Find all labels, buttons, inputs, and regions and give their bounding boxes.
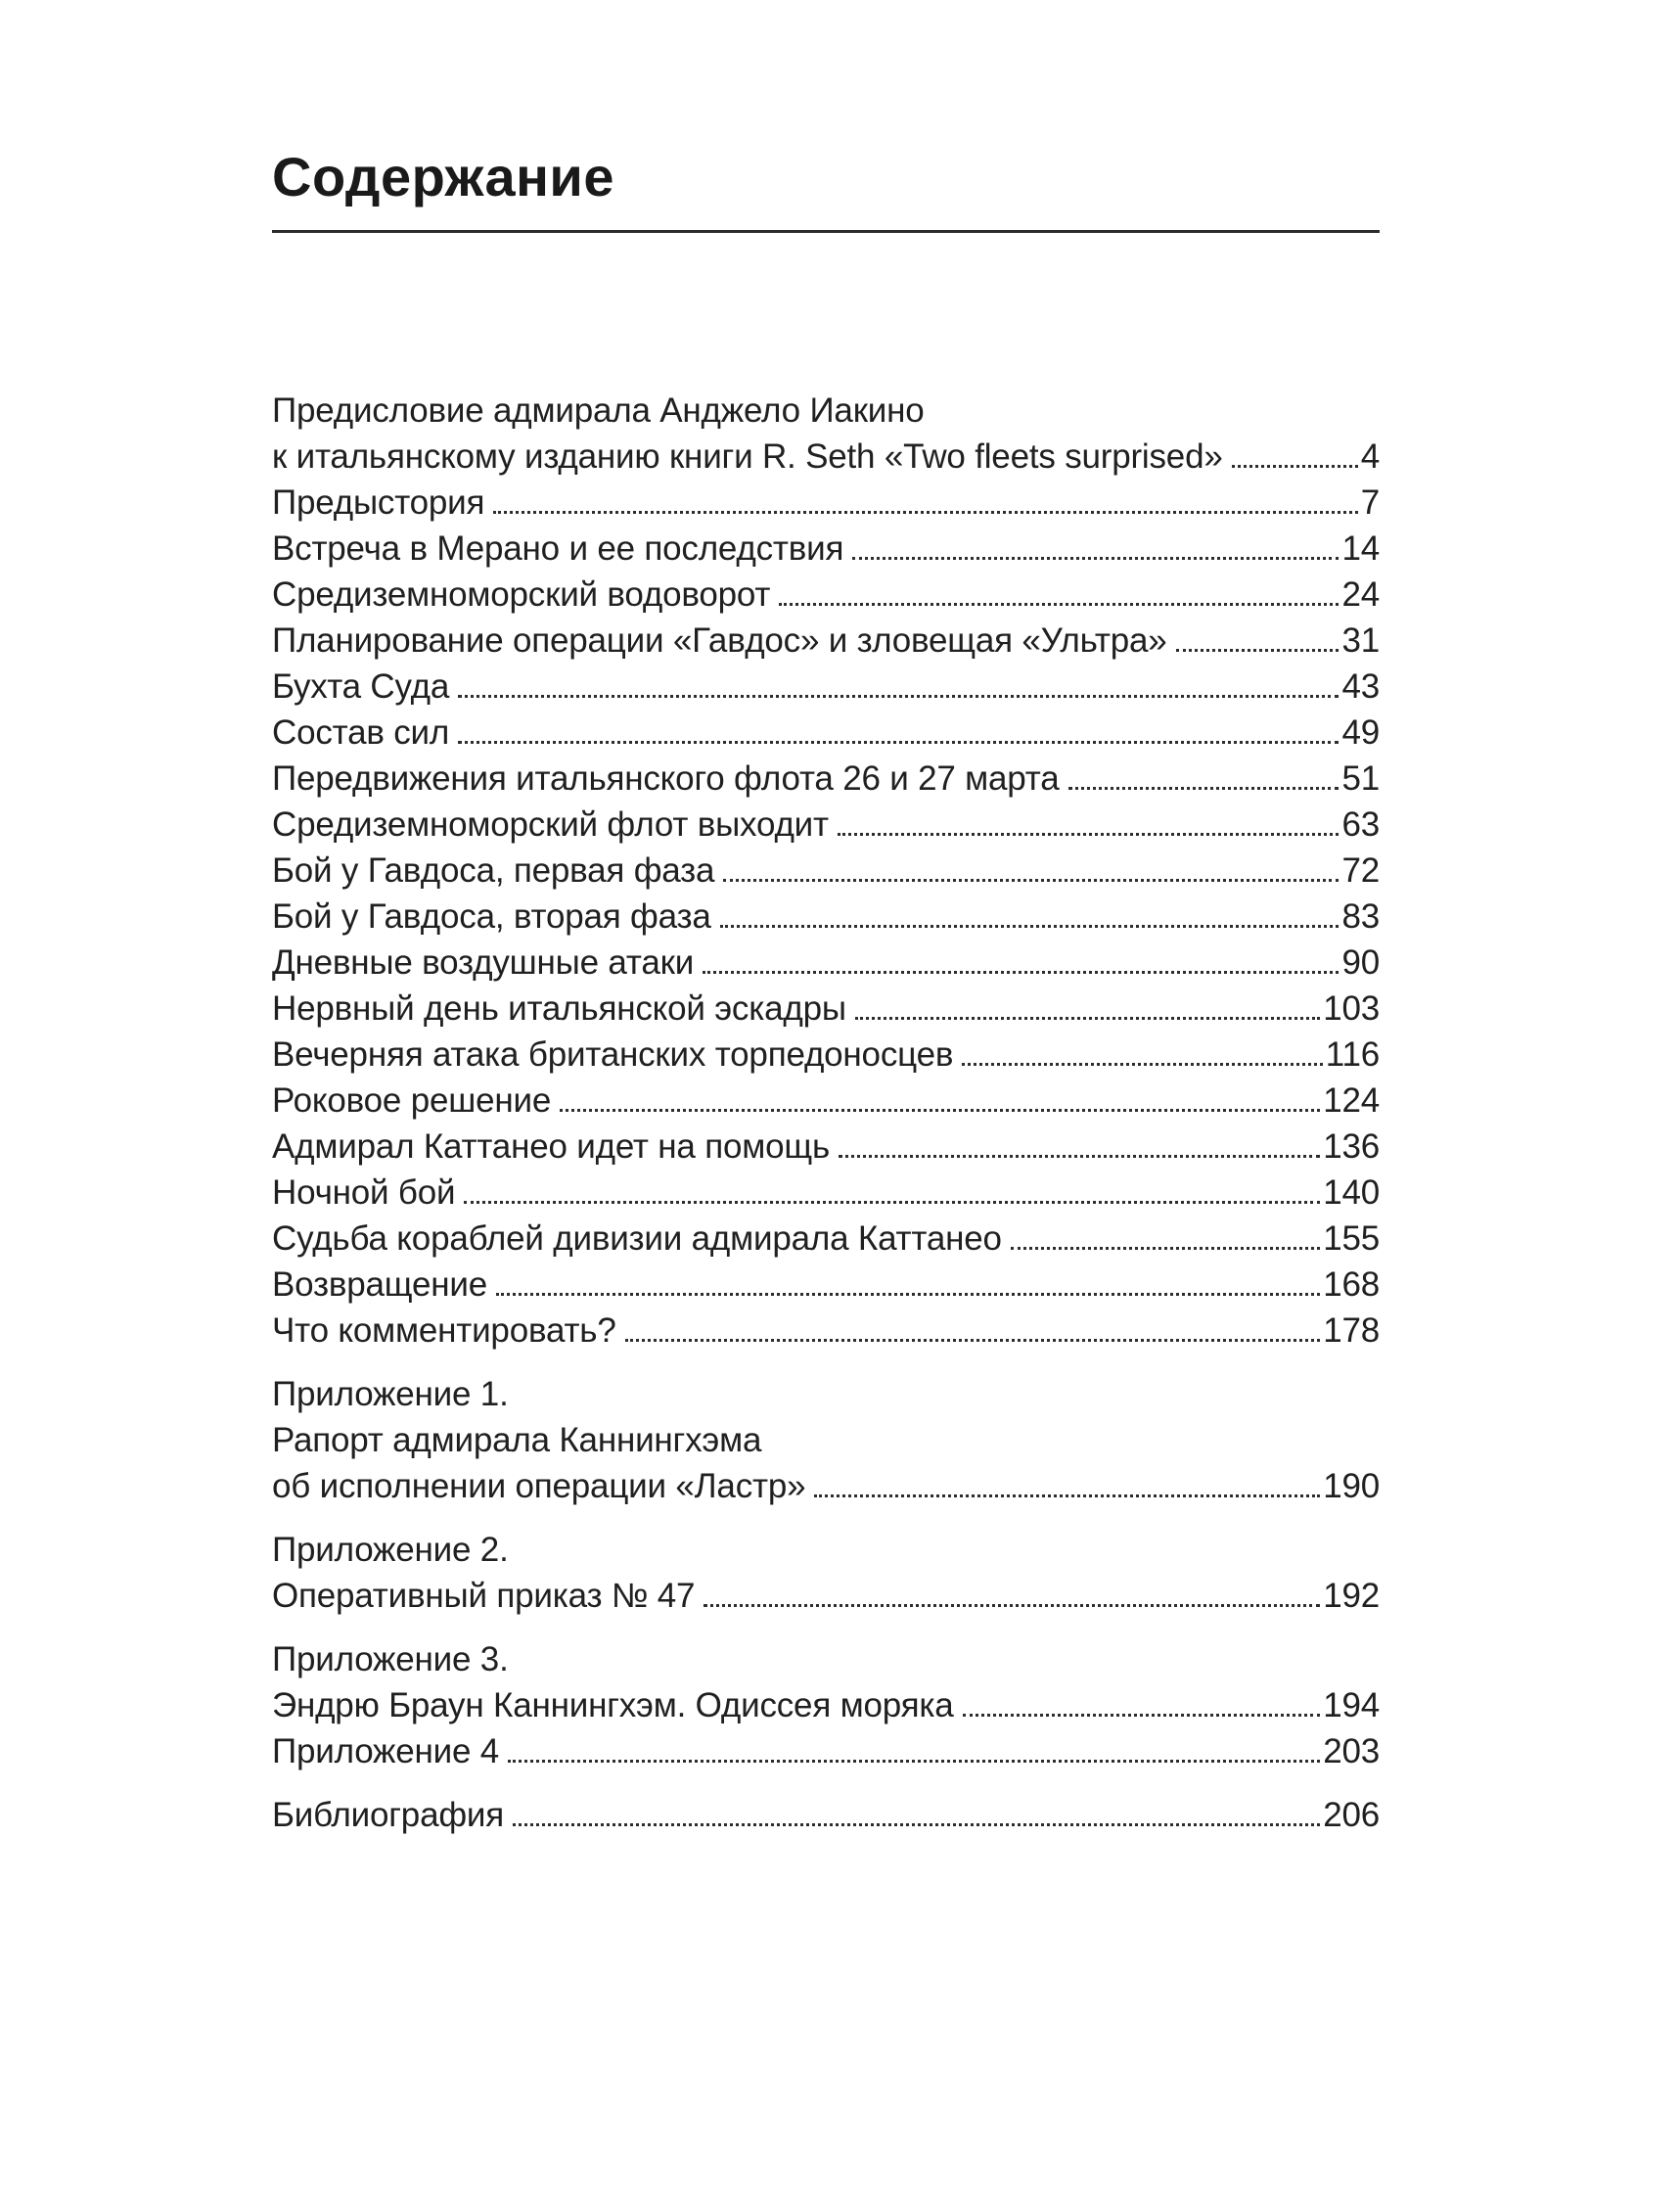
toc-entry-text: Состав сил <box>272 713 450 752</box>
toc-entry-text: Приложение 1. <box>272 1375 509 1413</box>
dot-leader <box>493 511 1357 514</box>
page-number: 103 <box>1323 989 1380 1028</box>
toc-entry-row <box>272 480 1380 526</box>
page-content <box>272 145 1380 1838</box>
dot-leader <box>720 925 1339 928</box>
page-number: 51 <box>1341 759 1380 798</box>
toc-entry-text: Бой у Гавдоса, первая фаза <box>272 851 715 890</box>
toc-entry <box>272 894 1380 940</box>
toc-entry <box>272 1262 1380 1308</box>
dot-leader <box>1011 1247 1320 1250</box>
toc-entry <box>272 756 1380 802</box>
toc-entry <box>272 1371 1380 1509</box>
title-rule <box>272 230 1380 233</box>
toc-entry <box>272 388 1380 480</box>
toc-entry-text: Возвращение <box>272 1265 488 1304</box>
toc-entry-text: Рапорт адмирала Каннингхэма <box>272 1421 762 1459</box>
toc-entry <box>272 664 1380 710</box>
toc-entry-row <box>272 894 1380 940</box>
page-number: 72 <box>1341 851 1380 890</box>
toc-entry-row <box>272 710 1380 756</box>
dot-leader <box>723 879 1339 882</box>
page-number: 83 <box>1341 897 1380 936</box>
toc-entry <box>272 1527 1380 1619</box>
toc-entry-row <box>272 664 1380 710</box>
dot-leader <box>625 1339 1321 1342</box>
toc-entry-text: к итальянскому изданию книги R. Seth «Two fleets surprised» <box>272 437 1223 476</box>
dot-leader <box>1232 465 1358 468</box>
toc-entry-text: Приложение 4 <box>272 1732 500 1770</box>
toc-entry-text: Передвижения итальянского флота 26 и 27 марта <box>272 759 1060 798</box>
page-number: 7 <box>1360 483 1380 522</box>
dot-leader <box>704 1604 1320 1607</box>
dot-leader <box>1176 649 1339 652</box>
toc-entry <box>272 618 1380 664</box>
toc-entry-row <box>272 802 1380 848</box>
toc-entry <box>272 1032 1380 1078</box>
toc-entry <box>272 1216 1380 1262</box>
toc-entry-row <box>272 1792 1380 1838</box>
toc-entry-text: Средиземноморский флот выходит <box>272 805 829 844</box>
page-title: Содержание <box>272 146 614 207</box>
toc-entry-row <box>272 1124 1380 1170</box>
toc-entry-row <box>272 940 1380 986</box>
toc-entry-text: Оперативный приказ № 47 <box>272 1577 696 1615</box>
toc-entry-text: Судьба кораблей дивизии адмирала Каттанео <box>272 1219 1002 1258</box>
toc-entry-row <box>272 1216 1380 1262</box>
toc-entry <box>272 1170 1380 1216</box>
toc-entry-text: Роковое решение <box>272 1081 552 1120</box>
dot-leader <box>513 1823 1320 1826</box>
toc-entry <box>272 526 1380 572</box>
toc-entry <box>272 1792 1380 1838</box>
toc-entry-row <box>272 986 1380 1032</box>
toc-entry-row <box>272 1308 1380 1354</box>
page-number: 192 <box>1323 1577 1380 1615</box>
page-number: 14 <box>1341 529 1380 568</box>
page-number: 124 <box>1323 1081 1380 1120</box>
dot-leader <box>496 1293 1320 1296</box>
toc-entry-row <box>272 1078 1380 1124</box>
toc-entry-row <box>272 848 1380 894</box>
toc-entry-text: Бой у Гавдоса, вторая фаза <box>272 897 711 936</box>
toc-entry-text: Средиземноморский водоворот <box>272 575 771 614</box>
toc-entry-row <box>272 572 1380 618</box>
page-number: 31 <box>1341 621 1380 660</box>
page-number: 206 <box>1323 1796 1380 1834</box>
page-number: 136 <box>1323 1127 1380 1166</box>
page-number: 194 <box>1323 1686 1380 1724</box>
toc-entry <box>272 572 1380 618</box>
toc-entry <box>272 848 1380 894</box>
toc-entry-text: Предисловие адмирала Анджело Иакино <box>272 391 925 430</box>
table-of-contents <box>272 388 1380 1838</box>
toc-entry-row <box>272 1262 1380 1308</box>
page-number: 49 <box>1341 713 1380 752</box>
page-number: 43 <box>1341 667 1380 706</box>
page-number: 24 <box>1341 575 1380 614</box>
toc-entry-row <box>272 526 1380 572</box>
toc-entry-text: об исполнении операции «Ластр» <box>272 1467 806 1505</box>
page-number: 155 <box>1323 1219 1380 1258</box>
toc-entry-text: Дневные воздушные атаки <box>272 943 695 982</box>
toc-entry <box>272 1308 1380 1354</box>
dot-leader <box>962 1063 1323 1066</box>
page-number: 190 <box>1323 1467 1380 1505</box>
toc-entry-row <box>272 1573 1380 1619</box>
toc-entry-text: Предыстория <box>272 483 485 522</box>
dot-leader <box>464 1201 1320 1204</box>
toc-entry-text: Приложение 3. <box>272 1640 509 1678</box>
dot-leader <box>508 1760 1320 1763</box>
dot-leader <box>855 1017 1320 1020</box>
toc-entry-text: Ночной бой <box>272 1173 456 1212</box>
dot-leader <box>458 741 1339 744</box>
page-number: 63 <box>1341 805 1380 844</box>
toc-entry-row <box>272 756 1380 802</box>
page-number: 168 <box>1323 1265 1380 1304</box>
toc-entry-text: Нервный день итальянской эскадры <box>272 989 846 1028</box>
toc-entry <box>272 710 1380 756</box>
toc-entry <box>272 480 1380 526</box>
toc-entry-text: Библиография <box>272 1796 505 1834</box>
toc-entry-text: Эндрю Браун Каннингхэм. Одиссея моряка <box>272 1686 954 1724</box>
toc-entry <box>272 1728 1380 1774</box>
toc-entry <box>272 1124 1380 1170</box>
dot-leader <box>779 603 1339 606</box>
dot-leader <box>838 833 1339 836</box>
dot-leader <box>458 695 1339 698</box>
toc-entry-text: Что комментировать? <box>272 1311 616 1350</box>
page-number: 203 <box>1323 1732 1380 1770</box>
toc-entry-text: Вечерняя атака британских торпедоносцев <box>272 1035 954 1074</box>
page-number: 4 <box>1360 437 1380 476</box>
toc-entry <box>272 802 1380 848</box>
toc-entry-text: Адмирал Каттанео идет на помощь <box>272 1127 830 1166</box>
dot-leader <box>814 1494 1320 1497</box>
toc-entry-row <box>272 1032 1380 1078</box>
toc-entry <box>272 940 1380 986</box>
toc-entry-row <box>272 1682 1380 1728</box>
toc-entry-text: Бухта Суда <box>272 667 450 706</box>
dot-leader <box>839 1155 1320 1158</box>
toc-entry-text: Планирование операции «Гавдос» и зловещая «Ультра» <box>272 621 1167 660</box>
page-number: 116 <box>1325 1035 1380 1074</box>
toc-entry-text: Приложение 2. <box>272 1531 509 1569</box>
page-number: 140 <box>1323 1173 1380 1212</box>
page-number: 90 <box>1341 943 1380 982</box>
page-number: 178 <box>1323 1311 1380 1350</box>
dot-leader <box>703 971 1339 974</box>
toc-entry <box>272 1636 1380 1728</box>
toc-entry <box>272 986 1380 1032</box>
toc-entry-row <box>272 1728 1380 1774</box>
toc-entry-row <box>272 434 1380 480</box>
toc-entry-row <box>272 618 1380 664</box>
toc-entry <box>272 1078 1380 1124</box>
dot-leader <box>852 557 1339 560</box>
toc-entry-row <box>272 1170 1380 1216</box>
toc-entry-row <box>272 1463 1380 1509</box>
dot-leader <box>963 1714 1321 1717</box>
toc-entry-text: Встреча в Мерано и ее последствия <box>272 529 844 568</box>
dot-leader <box>1068 787 1339 790</box>
dot-leader <box>560 1109 1320 1112</box>
